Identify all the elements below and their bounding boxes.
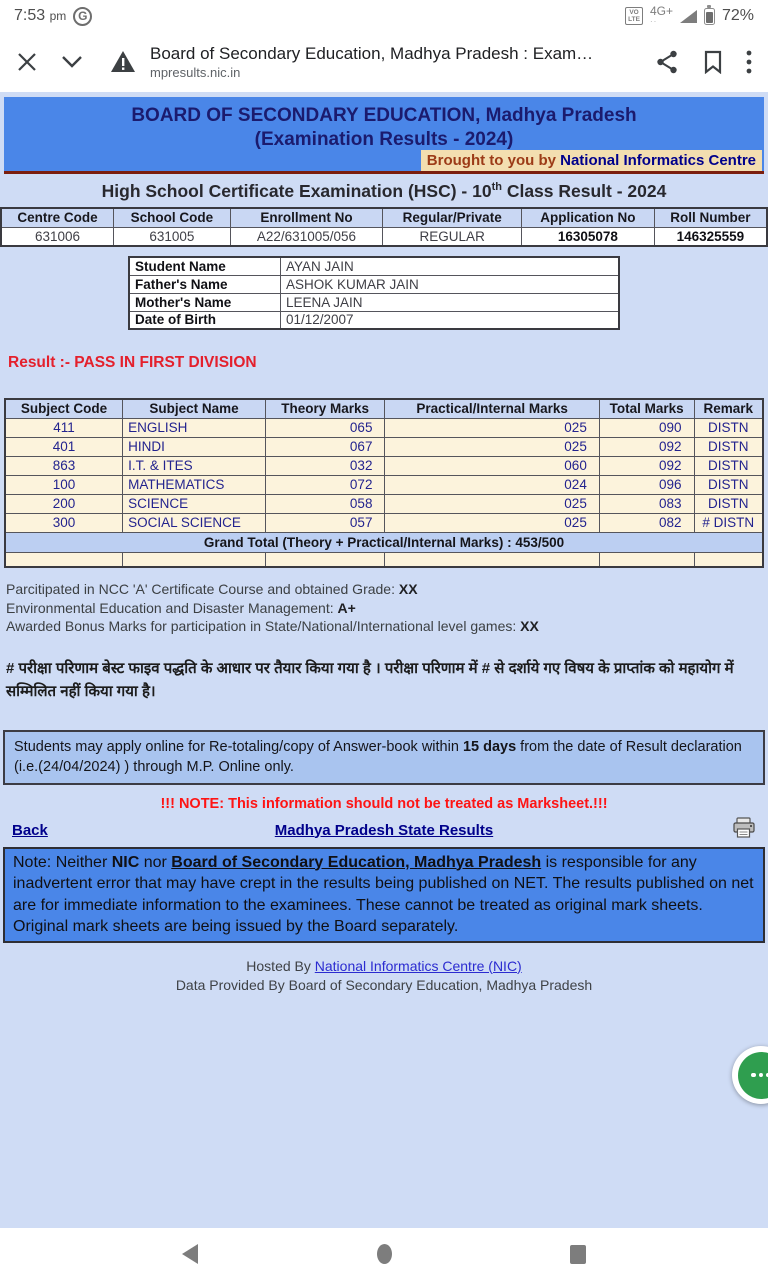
table-cell: I.T. & ITES xyxy=(123,456,266,475)
column-header: Roll Number xyxy=(654,208,767,227)
table-cell: 090 xyxy=(599,418,694,437)
chat-ellipsis-icon xyxy=(738,1052,768,1099)
table-cell: 092 xyxy=(599,456,694,475)
battery-icon xyxy=(704,8,715,25)
page-footer xyxy=(0,957,768,996)
table-cell: 200 xyxy=(5,494,123,513)
status-bar xyxy=(0,0,768,32)
table-header-row xyxy=(1,208,767,227)
candidate-details-table xyxy=(0,207,768,247)
exam-heading: High School Certificate Examination (HSC) - 10th Class Result - 2024 xyxy=(101,181,667,201)
table-cell: ENGLISH xyxy=(123,418,266,437)
table-row xyxy=(129,257,619,275)
clock: 7:53 pm xyxy=(14,7,67,24)
table-cell: 025 xyxy=(385,494,599,513)
board-link-text[interactable]: Board of Secondary Education, Madhya Pradesh xyxy=(171,853,542,871)
links-row xyxy=(12,820,756,842)
table-cell: 065 xyxy=(265,418,385,437)
column-header: Enrollment No xyxy=(230,208,383,227)
table-cell: 01/12/2007 xyxy=(281,311,620,329)
empty-row xyxy=(5,552,763,567)
chevron-down-icon[interactable] xyxy=(60,55,84,69)
column-header: Theory Marks xyxy=(265,399,385,418)
table-cell: 025 xyxy=(385,418,599,437)
student-info-table xyxy=(128,256,620,330)
column-header: Regular/Private xyxy=(383,208,522,227)
nav-back-icon[interactable] xyxy=(182,1244,198,1264)
state-results-link[interactable]: Madhya Pradesh State Results xyxy=(274,821,494,839)
table-cell: Student Name xyxy=(129,257,281,275)
table-row xyxy=(5,494,763,513)
table-cell xyxy=(265,552,385,567)
environment-note: Environmental Education and Disaster Management: A+ xyxy=(6,599,356,616)
warning-icon[interactable] xyxy=(110,50,136,74)
table-cell: DISTN xyxy=(694,456,763,475)
table-cell: 146325559 xyxy=(654,227,767,246)
table-cell: SOCIAL SCIENCE xyxy=(123,513,266,532)
table-cell: MATHEMATICS xyxy=(123,475,266,494)
board-title-line2: (Examination Results - 2024) xyxy=(254,129,514,150)
table-cell xyxy=(694,552,763,567)
table-cell: 024 xyxy=(385,475,599,494)
table-cell: AYAN JAIN xyxy=(281,257,620,275)
hindi-best-five-note: # परीक्षा परिणाम बेस्ट फाइव पद्धति के आधार पर तैयार किया गया है । परीक्षा परिणाम में # से दर्शाये गए विषय के प्राप्तांक को महायोग में सम्मिलित नहीं किया गया है। xyxy=(6,659,734,700)
table-row xyxy=(5,513,763,532)
share-icon[interactable] xyxy=(656,50,678,74)
table-cell: 16305078 xyxy=(522,227,655,246)
table-row xyxy=(5,475,763,494)
page-title: Board of Secondary Education, Madhya Pradesh : Exam… xyxy=(150,44,594,63)
grand-total-row xyxy=(5,532,763,552)
table-cell: DISTN xyxy=(694,437,763,456)
table-cell xyxy=(385,552,599,567)
column-header: Application No xyxy=(522,208,655,227)
not-marksheet-warning: !!! NOTE: This information should not be treated as Marksheet.!!! xyxy=(160,795,608,812)
column-header: School Code xyxy=(114,208,231,227)
nic-footer-link[interactable]: National Informatics Centre (NIC) xyxy=(314,957,522,974)
table-cell: 058 xyxy=(265,494,385,513)
table-cell: 092 xyxy=(599,437,694,456)
close-icon[interactable] xyxy=(16,51,38,73)
column-header: Remark xyxy=(694,399,763,418)
table-cell xyxy=(5,552,123,567)
table-cell: REGULAR xyxy=(383,227,522,246)
overflow-menu-icon[interactable] xyxy=(746,50,752,74)
table-cell: ASHOK KUMAR JAIN xyxy=(281,275,620,293)
nav-recents-icon[interactable] xyxy=(570,1245,586,1264)
nic-disclaimer-box: Note: Neither NIC nor Board of Secondary Education, Madhya Pradesh is responsible for any inadvertent error that may have crept in the results being published on NET. The results published on net are for immediate information to the examinees. These cannot be treated as original mark sheets. Original mark sheets are being issued by the Board separately. xyxy=(3,847,765,943)
printer-icon[interactable] xyxy=(732,817,756,844)
brought-to-you-strip xyxy=(421,150,762,174)
column-header: Centre Code xyxy=(1,208,114,227)
grand-total-cell: Grand Total (Theory + Practical/Internal Marks) : 453/500 xyxy=(5,532,763,552)
table-cell: 067 xyxy=(265,437,385,456)
table-cell: HINDI xyxy=(123,437,266,456)
table-cell: 057 xyxy=(265,513,385,532)
table-cell xyxy=(123,552,266,567)
board-header-banner xyxy=(4,97,764,174)
table-cell: 863 xyxy=(5,456,123,475)
nav-home-icon[interactable] xyxy=(377,1244,392,1264)
page-url: mpresults.nic.in xyxy=(150,65,241,80)
table-row xyxy=(5,418,763,437)
table-cell: SCIENCE xyxy=(123,494,266,513)
hosted-by-line: Hosted By National Informatics Centre (NIC) xyxy=(246,957,522,974)
nic-name: National Informatics Centre xyxy=(560,152,756,169)
table-cell: DISTN xyxy=(694,494,763,513)
bookmark-icon[interactable] xyxy=(704,50,722,74)
column-header: Practical/Internal Marks xyxy=(385,399,599,418)
signal-strength-icon xyxy=(680,10,697,23)
table-row xyxy=(129,293,619,311)
table-cell xyxy=(599,552,694,567)
volte-icon: VO LTE xyxy=(625,7,643,25)
table-cell: 096 xyxy=(599,475,694,494)
table-cell: DISTN xyxy=(694,418,763,437)
table-cell: 025 xyxy=(385,513,599,532)
table-cell: 411 xyxy=(5,418,123,437)
table-row xyxy=(5,456,763,475)
table-cell: 025 xyxy=(385,437,599,456)
table-cell: Father's Name xyxy=(129,275,281,293)
table-cell: 083 xyxy=(599,494,694,513)
nic-bold: NIC xyxy=(111,853,140,871)
table-cell: 072 xyxy=(265,475,385,494)
column-header: Total Marks xyxy=(599,399,694,418)
table-row xyxy=(129,275,619,293)
table-cell: Mother's Name xyxy=(129,293,281,311)
marks-table xyxy=(4,398,764,568)
battery-percent: 72% xyxy=(721,7,754,24)
network-type-indicator: 4G+ ․․ xyxy=(650,4,673,22)
bonus-note: Awarded Bonus Marks for participation in State/National/International level games: XX xyxy=(6,618,539,634)
table-cell: 300 xyxy=(5,513,123,532)
retotaling-info-box: Students may apply online for Re-totaling/copy of Answer-book within 15 days from the date of Result declaration (i.e.(24/04/2024) ) through M.P. Online only. xyxy=(3,730,765,785)
table-cell: 401 xyxy=(5,437,123,456)
result-status: Result :- PASS IN FIRST DIVISION xyxy=(8,354,257,371)
board-title-line1: BOARD OF SECONDARY EDUCATION, Madhya Pradesh xyxy=(131,105,637,126)
google-notification-icon: G xyxy=(73,7,92,26)
table-row xyxy=(1,227,767,246)
table-row xyxy=(129,311,619,329)
column-header: Subject Code xyxy=(5,399,123,418)
column-header: Subject Name xyxy=(123,399,266,418)
table-cell: Date of Birth xyxy=(129,311,281,329)
table-cell: 082 xyxy=(599,513,694,532)
brought-prefix: Brought to you by xyxy=(426,152,561,169)
table-header-row xyxy=(5,399,763,418)
table-cell: 060 xyxy=(385,456,599,475)
table-cell: LEENA JAIN xyxy=(281,293,620,311)
table-cell: DISTN xyxy=(694,475,763,494)
table-cell: 100 xyxy=(5,475,123,494)
web-page-content xyxy=(0,92,768,1228)
additional-notes xyxy=(6,580,768,636)
table-cell: A22/631005/056 xyxy=(230,227,383,246)
table-row xyxy=(5,437,763,456)
table-cell: 032 xyxy=(265,456,385,475)
data-provided-line: Data Provided By Board of Secondary Education, Madhya Pradesh xyxy=(175,977,593,993)
table-cell: 631006 xyxy=(1,227,114,246)
browser-toolbar xyxy=(0,32,768,92)
ncc-note: Parcitipated in NCC 'A' Certificate Course and obtained Grade: XX xyxy=(6,581,418,597)
back-link[interactable]: Back xyxy=(12,822,48,839)
android-navigation-bar xyxy=(0,1228,768,1280)
omnibox[interactable] xyxy=(150,43,646,81)
table-cell: # DISTN xyxy=(694,513,763,532)
table-cell: 631005 xyxy=(114,227,231,246)
